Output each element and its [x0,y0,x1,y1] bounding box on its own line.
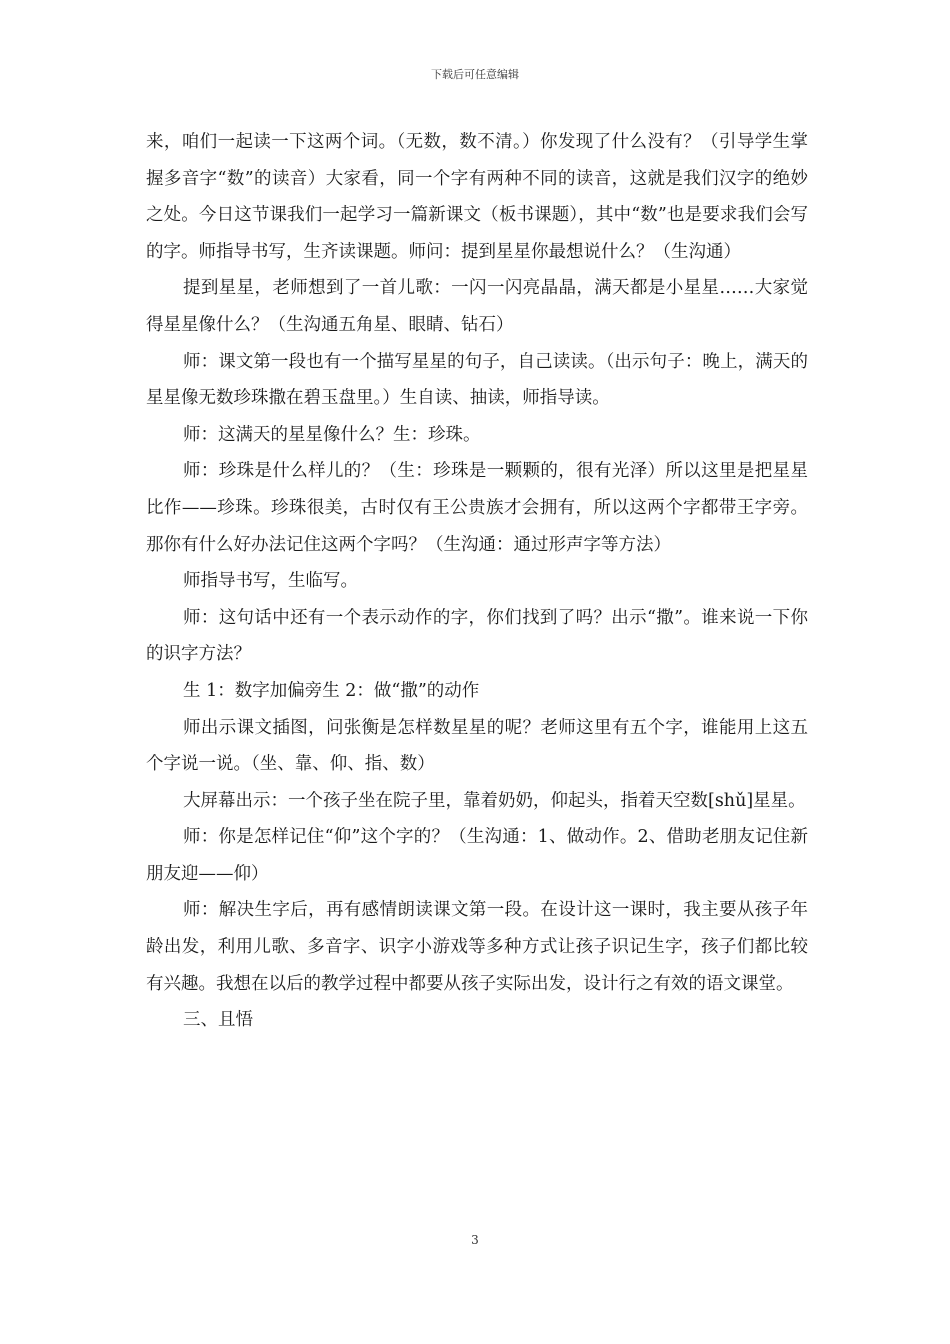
paragraph: 师：你是怎样记住“仰”这个字的？（生沟通：1、做动作。2、借助老朋友记住新朋友迎——仰） [146,827,808,884]
paragraph: 师：解决生字后，再有感情朗读课文第一段。在设计这一课时，我主要从孩子年龄出发，利用儿歌、多音字、识字小游戏等多种方式让孩子识记生字，孩子们都比较有兴趣。我想在以后的教学过程中都要从孩子实际出发，设计行之有效的语文课堂。 [146,900,808,994]
paragraph: 师：珍珠是什么样儿的？（生：珍珠是一颗颗的，很有光泽）所以这里是把星星比作——珍珠。珍珠很美，古时仅有王公贵族才会拥有，所以这两个字都带王字旁。那你有什么好办法记住这两个字吗？（生沟通：通过形声字等方法） [146,461,808,555]
paragraph-continuation: 来，咱们一起读一下这两个词。（无数，数不清。）你发现了什么没有？（引导学生掌握多音字“数”的读音）大家看，同一个字有两种不同的读音，这就是我们汉字的绝妙之处。今日这节课我们一起学习一篇新课文（板书课题），其中“数”也是要求我们会写的字。师指导书写，生齐读课题。师问：提到星星你最想说什么？（生沟通） [146,132,808,262]
paragraph: 师指导书写，生临写。 [183,571,358,592]
paragraph: 大屏幕出示：一个孩子坐在院子里，靠着奶奶，仰起头，指着天空数[shǔ]星星。 [183,790,806,811]
page-number: 3 [471,1233,479,1247]
paragraph: 师：这满天的星星像什么？生：珍珠。 [183,424,481,445]
document-body [146,124,808,1039]
paragraph: 师出示课文插图，问张衡是怎样数星星的呢？老师这里有五个字，谁能用上这五个字说一说。（坐、靠、仰、指、数） [146,717,808,775]
paragraph: 提到星星，老师想到了一首儿歌：一闪一闪亮晶晶，满天都是小星星……大家觉得星星像什么？（生沟通五角星、眼睛、钻石） [146,278,808,335]
page-header: 下载后可任意编辑 [431,68,519,81]
section-heading: 三、且悟 [183,1010,253,1031]
paragraph: 师：课文第一段也有一个描写星星的句子，自己读读。（出示句子：晚上，满天的星星像无数珍珠撒在碧玉盘里。）生自读、抽读，师指导读。 [146,351,808,409]
paragraph: 生 1：数字加偏旁生 2：做“撒”的动作 [183,680,480,701]
paragraph: 师：这句话中还有一个表示动作的字，你们找到了吗？出示“撒”。谁来说一下你的识字方法？ [146,607,808,665]
